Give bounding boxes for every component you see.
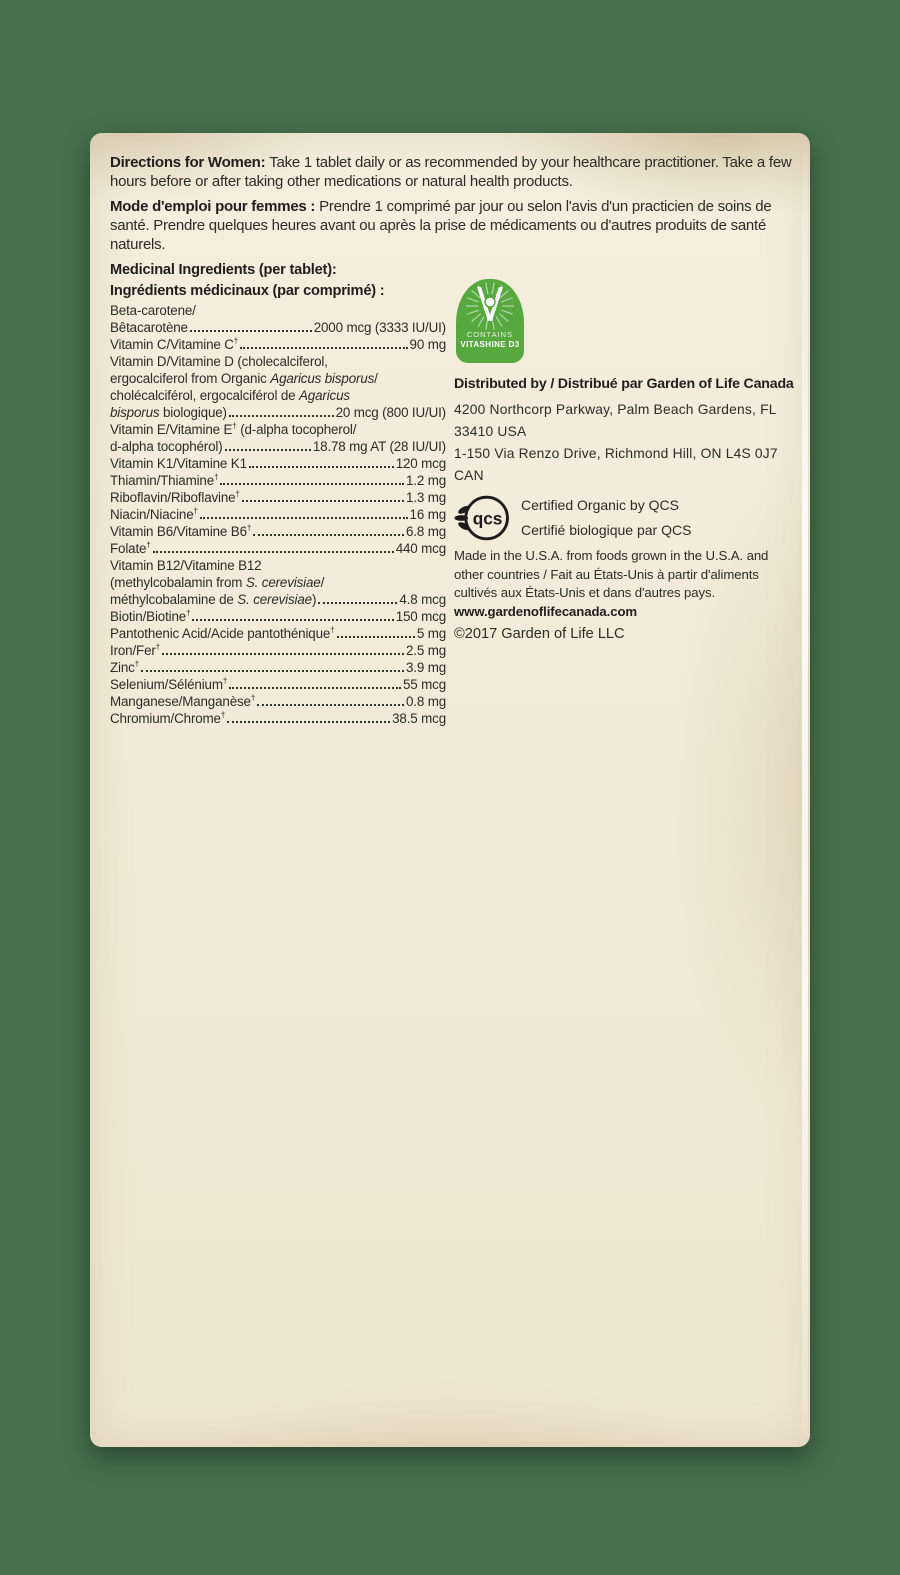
- svg-text:qcs: qcs: [472, 508, 503, 529]
- ingredient-name: Folate†: [110, 540, 151, 556]
- ingredient-name: Niacin/Niacine†: [110, 506, 198, 522]
- label-card: [90, 133, 810, 1447]
- ingredient-row: [110, 353, 446, 421]
- dot-leader: [162, 653, 404, 655]
- ingredient-row: [110, 625, 446, 642]
- ingredient-amount: 2.5 mg: [405, 643, 446, 658]
- qcs-certified-en: Certified Organic by QCS: [521, 497, 679, 513]
- ingredient-name: Iron/Fer†: [110, 642, 161, 658]
- vitashine-name-label: VITASHINE D3: [460, 340, 520, 349]
- ingredient-row: [110, 336, 446, 353]
- ingredient-name: Vitamin B6/Vitamine B6†: [110, 523, 252, 539]
- dot-leader: [141, 670, 404, 672]
- ingredient-row: [110, 455, 446, 472]
- ingredient-amount: 120 mcg: [395, 456, 446, 471]
- ingredient-extra-lines: Beta-carotene/: [110, 303, 196, 318]
- right-column: [454, 261, 794, 732]
- copyright-line: ©2017 Garden of Life LLC: [454, 626, 625, 642]
- ingredient-amount: 0.8 mg: [405, 694, 446, 709]
- dot-leader: [220, 483, 404, 485]
- dot-leader: [190, 330, 312, 332]
- ingredient-name: bisporus biologique): [110, 405, 227, 420]
- address-usa: 4200 Northcorp Parkway, Palm Beach Gardens, FL 33410 USA: [454, 402, 777, 439]
- ingredient-name: d-alpha tocophérol): [110, 439, 223, 454]
- dot-leader: [337, 636, 415, 638]
- ingredient-row: [110, 506, 446, 523]
- ingredient-amount: 2000 mcg (3333 IU/UI): [313, 320, 446, 335]
- ingredient-row: [110, 608, 446, 625]
- vitashine-sunburst-icon: [457, 279, 523, 333]
- ingredient-amount: 4.8 mcg: [399, 592, 446, 607]
- ingredient-extra-lines: Vitamin B12/Vitamine B12 (methylcobalamin from S. cerevisiae/: [110, 558, 325, 590]
- ingredient-row: [110, 302, 446, 336]
- ingredient-extra-lines: Vitamin E/Vitamine E† (d-alpha tocopherol/: [110, 421, 357, 437]
- ingredient-extra-lines: Vitamin D/Vitamine D (cholecalciferol, ergocalciferol from Organic Agaricus bisporus/ cholécalciférol, ergocalciférol de Agaricus: [110, 354, 378, 403]
- vitashine-badge: [456, 279, 524, 363]
- ingredient-amount: 440 mcg: [395, 541, 446, 556]
- dot-leader: [227, 721, 390, 723]
- ingredient-amount: 38.5 mcg: [392, 711, 446, 726]
- ingredient-amount: 150 mcg: [395, 609, 446, 624]
- dot-leader: [153, 551, 394, 553]
- ingredient-name: Chromium/Chrome†: [110, 710, 226, 726]
- ingredient-name: méthylcobalamine de S. cerevisiae): [110, 592, 317, 607]
- dot-leader: [192, 619, 393, 621]
- directions-en: Directions for Women: Take 1 tablet daily or as recommended by your healthcare practitioner. Take a few hours before or after taking other medications or natural health products.: [110, 154, 792, 190]
- two-column-body: [110, 261, 794, 732]
- ingredient-amount: 3.9 mg: [405, 660, 446, 675]
- left-column: [110, 261, 446, 732]
- ingredient-name: Bêtacarotène: [110, 320, 188, 335]
- ingredient-row: [110, 523, 446, 540]
- ingredient-name: Biotin/Biotine†: [110, 608, 191, 624]
- dot-leader: [253, 534, 404, 536]
- dot-leader: [229, 415, 334, 417]
- ingredient-name: Thiamin/Thiamine†: [110, 472, 219, 488]
- made-in-text: Made in the U.S.A. from foods grown in the U.S.A. and other countries / Fait au États-Unis à partir d'aliments cultivés aux États-Unis et dans d'autres pays. www.gardenoflifecanada.com: [454, 548, 769, 619]
- ingredient-row: [110, 540, 446, 557]
- medicinal-heading-fr: Ingrédients médicinaux (par comprimé) :: [110, 282, 385, 299]
- ingredient-row: [110, 489, 446, 506]
- ingredient-row: [110, 659, 446, 676]
- ingredient-amount: 16 mg: [409, 507, 446, 522]
- dot-leader: [200, 517, 408, 519]
- ingredient-row: [110, 676, 446, 693]
- ingredient-row: [110, 693, 446, 710]
- ingredient-name: Vitamin K1/Vitamine K1: [110, 456, 247, 471]
- ingredient-row: [110, 642, 446, 659]
- ingredient-row: [110, 421, 446, 455]
- ingredient-row: [110, 710, 446, 727]
- address-can: 1-150 Via Renzo Drive, Richmond Hill, ON L4S 0J7 CAN: [454, 446, 778, 483]
- dot-leader: [229, 687, 401, 689]
- ingredient-name: Manganese/Manganèse†: [110, 693, 256, 709]
- qcs-certified-fr: Certifié biologique par QCS: [521, 522, 692, 538]
- dot-leader: [318, 602, 397, 604]
- ingredient-amount: 20 mcg (800 IU/UI): [335, 405, 446, 420]
- directions-section: [110, 153, 794, 254]
- dot-leader: [242, 500, 404, 502]
- dot-leader: [240, 347, 407, 349]
- dot-leader: [249, 466, 394, 468]
- ingredient-amount: 90 mg: [409, 337, 446, 352]
- ingredient-amount: 6.8 mg: [405, 524, 446, 539]
- ingredient-name: Pantothenic Acid/Acide pantothénique†: [110, 625, 335, 641]
- ingredient-row: [110, 557, 446, 608]
- ingredient-amount: 55 mcg: [402, 677, 446, 692]
- ingredient-amount: 1.2 mg: [405, 473, 446, 488]
- qcs-certification: [454, 492, 794, 544]
- ingredient-name: Selenium/Sélénium†: [110, 676, 228, 692]
- dot-leader: [257, 704, 404, 706]
- qcs-logo-icon: [454, 492, 512, 544]
- distributor-line: Distributed by / Distribué par Garden of Life Canada: [454, 376, 794, 392]
- medicinal-heading-en: Medicinal Ingredients (per tablet):: [110, 262, 337, 278]
- ingredient-amount: 1.3 mg: [405, 490, 446, 505]
- ingredient-name: Vitamin C/Vitamine C†: [110, 336, 239, 352]
- dot-leader: [225, 449, 311, 451]
- directions-fr: Mode d'emploi pour femmes : Prendre 1 comprimé par jour ou selon l'avis d'un practicien de soins de santé. Prendre quelques heures avant ou après la prise de médicaments ou d'autres produits de santé naturels.: [110, 198, 772, 253]
- ingredient-list: [110, 302, 446, 727]
- ingredient-name: Riboflavin/Riboflavine†: [110, 489, 240, 505]
- vitashine-contains-label: CONTAINS: [466, 330, 514, 339]
- ingredient-amount: 5 mg: [416, 626, 446, 641]
- ingredient-amount: 18.78 mg AT (28 IU/UI): [312, 439, 446, 454]
- ingredient-name: Zinc†: [110, 659, 140, 675]
- ingredient-row: [110, 472, 446, 489]
